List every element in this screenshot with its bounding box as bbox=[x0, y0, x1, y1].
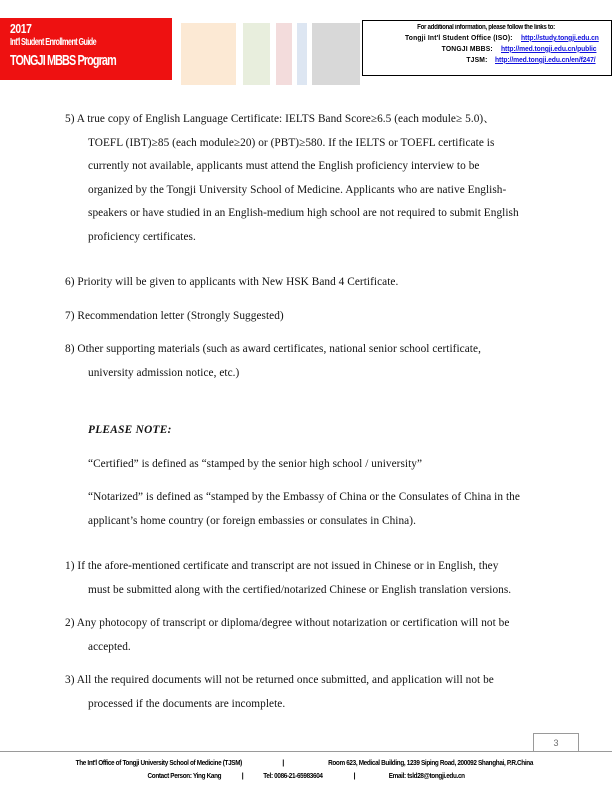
footer-line-1 bbox=[0, 756, 612, 769]
spacer bbox=[0, 476, 612, 486]
brand-subtitle: Int'l Student Enrollment Guide bbox=[10, 37, 97, 48]
list-item-5: 5) A true copy of English Language Certificate: IELTS Band Score≥6.5 (each module≥ 5.0)、TOEFL (IBT)≥85 (each module≥20) or (PBT)≥580. If the IELTS or TOEFL certificate is currently not available, applicants must attend the English proficiency interview to be organized by the Tongji University School of Medicine. Applicants who are native English-speakers or have studied in an English-medium high school are not required to submit English proficiency certificates. bbox=[65, 113, 519, 243]
info-label-mbbs: TONGJI MBBS: bbox=[441, 44, 493, 53]
color-swatch-blue bbox=[297, 23, 307, 85]
info-box-heading: For additional information, please follow the links to: bbox=[417, 24, 555, 31]
note-item-3: 3) All the required documents will not be returned once submitted, and application will not be processed if the documents are incomplete. bbox=[65, 674, 494, 710]
note-item-2: 2) Any photocopy of transcript or diploma/degree without notarization or certification will not be accepted. bbox=[65, 617, 510, 653]
info-label-tjsm: TJSM: bbox=[466, 55, 488, 64]
footer-divider-glyph: | bbox=[353, 771, 356, 780]
footer-divider-glyph: | bbox=[282, 758, 285, 767]
info-link-iso[interactable]: http://study.tongji.edu.cn bbox=[520, 33, 599, 42]
spacer bbox=[0, 295, 612, 305]
info-box bbox=[362, 20, 612, 76]
brand-program: TONGJI MBBS Program bbox=[10, 52, 116, 69]
info-label-iso: Tongji Int'l Student Office (ISO): bbox=[404, 33, 513, 42]
brand-block bbox=[0, 18, 172, 80]
info-row-tjsm bbox=[365, 54, 607, 65]
document-header bbox=[0, 18, 612, 88]
color-swatch-green bbox=[243, 23, 270, 85]
color-swatch-gray bbox=[312, 23, 360, 85]
spacer bbox=[0, 249, 612, 271]
brand-year: 2017 bbox=[10, 21, 32, 36]
please-note-title: PLEASE NOTE: bbox=[88, 424, 172, 436]
color-swatch-pink bbox=[276, 23, 292, 85]
spacer bbox=[0, 443, 612, 453]
list-item-7: 7) Recommendation letter (Strongly Suggested) bbox=[65, 309, 284, 322]
footer-divider-glyph: | bbox=[241, 771, 244, 780]
spacer bbox=[0, 385, 612, 419]
spacer bbox=[0, 602, 612, 612]
list-item-6: 6) Priority will be given to applicants with New HSK Band 4 Certificate. bbox=[65, 276, 399, 288]
footer-contact-person: Contact Person: Ying Kang bbox=[147, 771, 222, 780]
info-row-iso bbox=[365, 32, 607, 43]
spacer bbox=[0, 533, 612, 555]
footer-office-name: The Int'l Office of Tongji University School of Medicine (TJSM) bbox=[75, 758, 242, 767]
color-swatch-cream bbox=[181, 23, 236, 85]
footer-divider-right bbox=[578, 751, 612, 752]
info-link-mbbs[interactable]: http://med.tongji.edu.cn/public bbox=[500, 44, 597, 53]
footer-telephone: Tel: 0086-21-65983604 bbox=[262, 771, 323, 780]
footer-address: Room 623, Medical Building, 1239 Siping Road, 200092 Shanghai, P.R.China bbox=[328, 758, 534, 767]
info-link-tjsm[interactable]: http://med.tongji.edu.cn/en/f247/ bbox=[495, 55, 596, 64]
page-number-tab: 3 bbox=[533, 733, 579, 752]
info-row-mbbs bbox=[365, 43, 607, 54]
document-footer bbox=[0, 756, 612, 782]
note-notarized: “Notarized” is defined as “stamped by the Embassy of China or the Consulates of China in the applicant’s home country (or foreign embassies or consulates in China). bbox=[88, 491, 520, 527]
note-item-1: 1) If the afore-mentioned certificate and transcript are not issued in Chinese or in English, they must be submitted along with the certified/notarized Chinese or English translation versions. bbox=[65, 560, 512, 596]
spacer bbox=[0, 659, 612, 669]
document-body bbox=[0, 108, 612, 716]
note-certified: “Certified” is defined as “stamped by the senior high school / university” bbox=[88, 457, 423, 470]
footer-email: Email: tsld28@tongji.edu.cn bbox=[388, 771, 465, 780]
footer-line-2 bbox=[0, 769, 612, 782]
footer-divider bbox=[0, 751, 612, 752]
list-item-8: 8) Other supporting materials (such as award certificates, national senior school certificate, university admission notice, etc.) bbox=[65, 343, 481, 379]
spacer bbox=[0, 328, 612, 338]
